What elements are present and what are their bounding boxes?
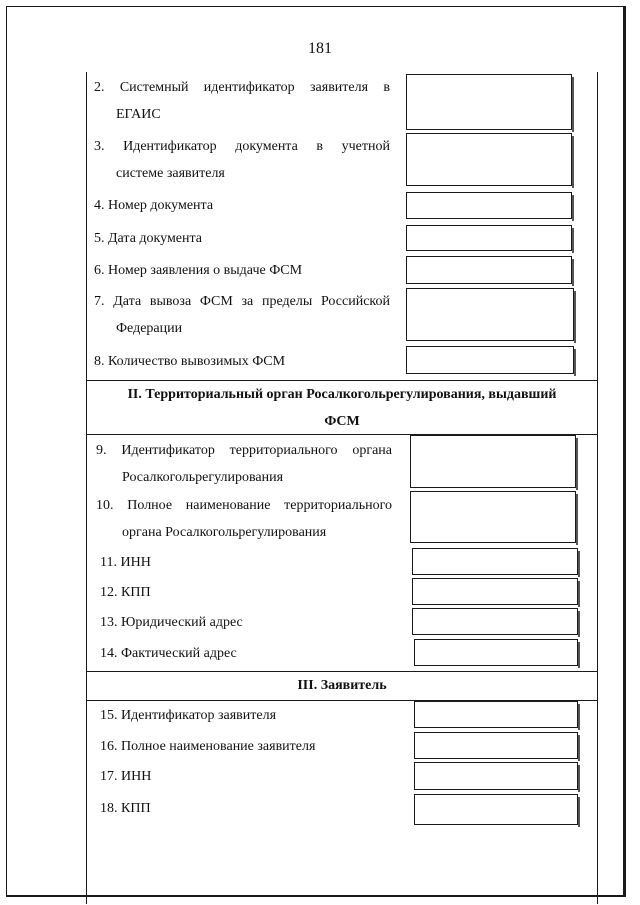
item-label: ИНН <box>120 555 151 570</box>
table-left-border <box>86 72 87 904</box>
field-6-box[interactable] <box>406 256 572 284</box>
item-number: 17. <box>100 769 118 784</box>
field-11-box[interactable] <box>412 548 578 575</box>
field-item-7 <box>94 288 390 342</box>
item-number: 6. <box>94 263 105 278</box>
item-label: Количество вывозимых ФСМ <box>108 354 286 369</box>
item-label: ИНН <box>121 769 152 784</box>
field-item-5 <box>94 225 390 252</box>
item-number: 4. <box>94 198 105 213</box>
section-3-header <box>86 671 598 701</box>
field-item-11 <box>100 549 396 576</box>
item-number: 2. <box>94 80 105 95</box>
section-2-header <box>86 380 598 435</box>
item-number: 14. <box>100 646 118 661</box>
table-right-border <box>597 72 598 904</box>
field-item-16 <box>100 733 396 760</box>
item-number: 8. <box>94 354 105 369</box>
field-13-box[interactable] <box>412 608 578 635</box>
item-number: 5. <box>94 231 105 246</box>
field-item-17 <box>100 763 396 790</box>
item-label: Идентификатор документа в учетной <box>123 139 390 154</box>
field-item-10 <box>96 492 392 546</box>
item-number: 7. <box>94 294 105 309</box>
item-label: Фактический адрес <box>121 646 237 661</box>
item-label-cont: ЕГАИС <box>116 107 161 122</box>
item-number: 10. <box>96 498 114 513</box>
item-label: Номер документа <box>108 198 214 213</box>
field-item-8 <box>94 348 390 375</box>
item-label-cont: Федерации <box>116 321 183 336</box>
field-14-box[interactable] <box>414 639 578 666</box>
item-number: 18. <box>100 801 118 816</box>
field-7-box[interactable] <box>406 288 574 341</box>
field-item-14 <box>100 640 396 667</box>
item-label-cont: Росалкогольрегулирования <box>122 470 284 485</box>
item-label: Номер заявления о выдаче ФСМ <box>108 263 303 278</box>
field-16-box[interactable] <box>414 732 578 759</box>
field-item-13 <box>100 609 396 636</box>
field-9-box[interactable] <box>410 435 576 488</box>
section-2-title-cont: ФСМ <box>324 414 360 429</box>
field-12-box[interactable] <box>412 578 578 605</box>
section-3-title: III. Заявитель <box>297 678 387 693</box>
item-label: Идентификатор территориального органа <box>121 443 393 458</box>
item-label: Системный идентификатор заявителя в <box>119 80 391 95</box>
section-2-title: II. Территориальный орган Росалкогольрегулирования, выдавший <box>127 387 557 402</box>
field-5-box[interactable] <box>406 225 572 251</box>
item-label-cont: системе заявителя <box>116 166 225 181</box>
item-number: 13. <box>100 615 118 630</box>
field-item-18 <box>100 795 396 822</box>
page-number: 181 <box>308 40 332 57</box>
item-label: Юридический адрес <box>121 615 243 630</box>
field-item-12 <box>100 579 396 606</box>
field-4-box[interactable] <box>406 192 572 219</box>
item-label: Идентификатор заявителя <box>121 708 277 723</box>
item-number: 9. <box>96 443 107 458</box>
field-item-4 <box>94 192 390 219</box>
field-item-2 <box>94 74 390 128</box>
item-number: 12. <box>100 585 118 600</box>
field-item-9 <box>96 437 392 491</box>
field-3-box[interactable] <box>406 133 572 186</box>
field-item-3 <box>94 133 390 187</box>
item-number: 15. <box>100 708 118 723</box>
field-18-box[interactable] <box>414 794 578 825</box>
item-label: Полное наименование территориального <box>127 498 393 513</box>
field-17-box[interactable] <box>414 762 578 790</box>
item-label-cont: органа Росалкогольрегулирования <box>122 525 327 540</box>
field-10-box[interactable] <box>410 491 576 543</box>
field-2-box[interactable] <box>406 74 572 130</box>
item-number: 11. <box>100 555 117 570</box>
item-label: Дата вывоза ФСМ за пределы Российской <box>113 294 390 309</box>
field-8-box[interactable] <box>406 346 574 374</box>
item-number: 3. <box>94 139 105 154</box>
item-number: 16. <box>100 739 118 754</box>
item-label: Полное наименование заявителя <box>121 739 316 754</box>
field-item-6 <box>94 257 390 284</box>
item-label: Дата документа <box>108 231 203 246</box>
field-15-box[interactable] <box>414 701 578 728</box>
item-label: КПП <box>121 801 151 816</box>
field-item-15 <box>100 702 396 729</box>
item-label: КПП <box>121 585 151 600</box>
